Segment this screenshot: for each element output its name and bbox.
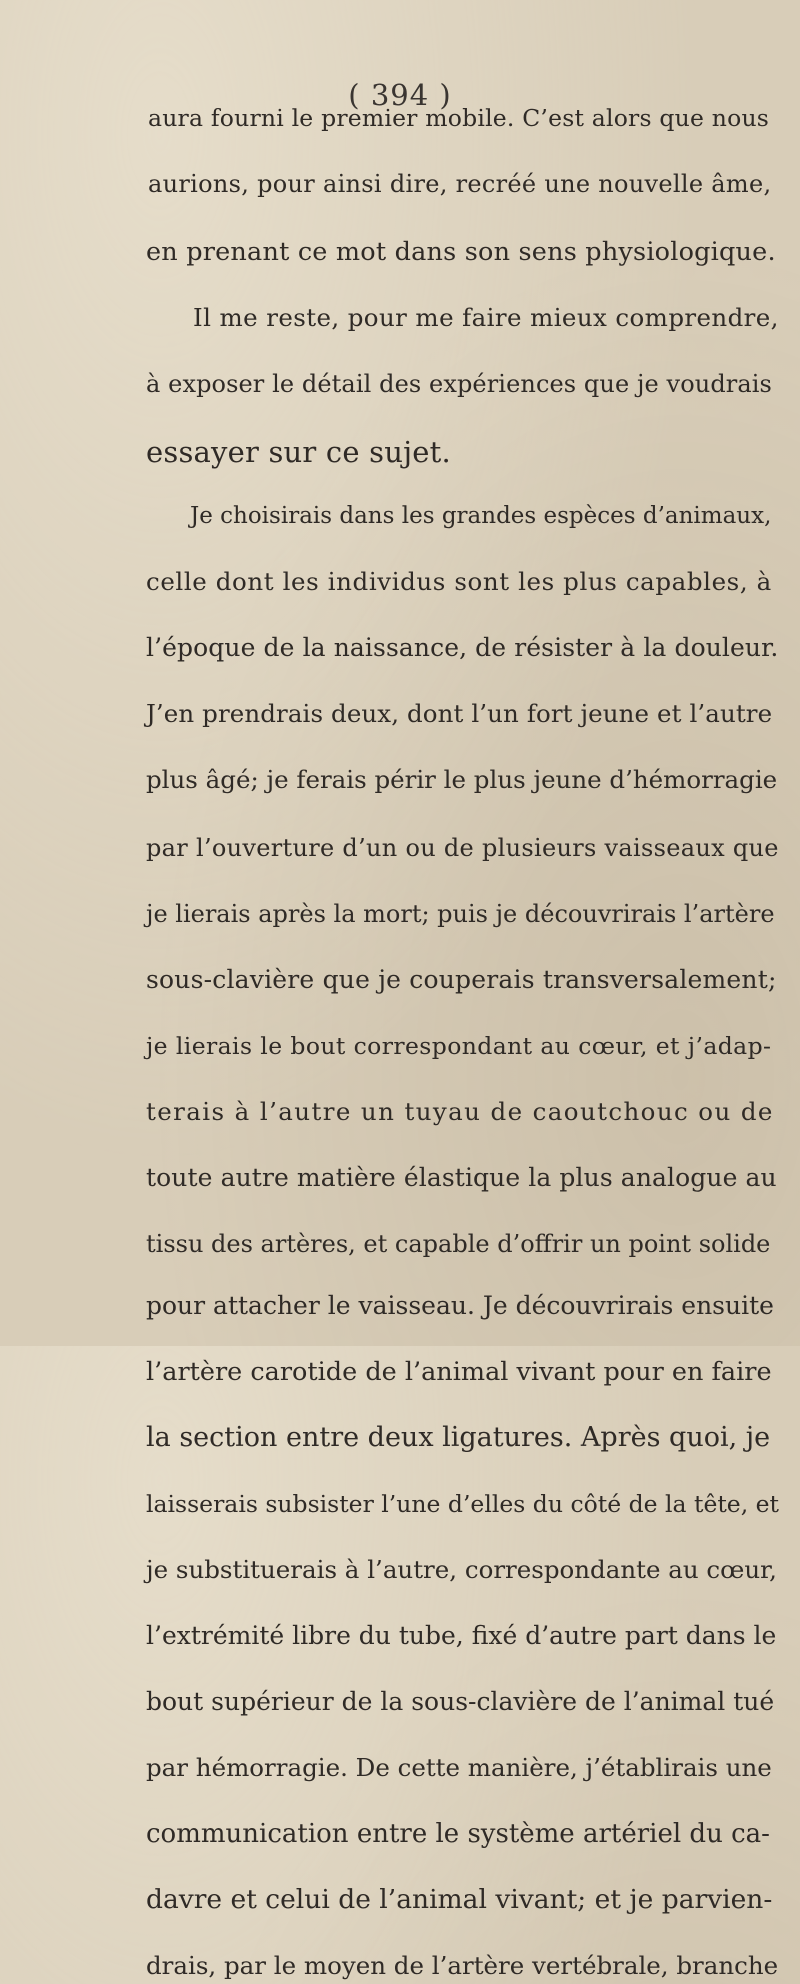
text-line: bout supérieur de la sous-clavière de l’animal tué (146, 1687, 775, 1716)
text-line: tissu des artères, et capable d’offrir un point solide (146, 1230, 771, 1258)
text-line: laisserais subsister l’une d’elles du côté de la tête, et (146, 1490, 779, 1518)
text-line: je lierais le bout correspondant au cœur, et j’adap- (146, 1032, 772, 1060)
text-line: toute autre matière élastique la plus analogue au (146, 1163, 777, 1192)
text-line: davre et celui de l’animal vivant; et je parvien- (146, 1884, 773, 1915)
text-line: celle dont les individus sont les plus capables, à (146, 567, 772, 596)
text-line: aurions, pour ainsi dire, recréé une nouvelle âme, (148, 170, 772, 198)
text-line: l’extrémité libre du tube, fixé d’autre part dans le (146, 1621, 777, 1650)
text-line: par l’ouverture d’un ou de plusieurs vaisseaux que (146, 834, 779, 862)
text-line: drais, par le moyen de l’artère vertébrale, branche (146, 1951, 779, 1980)
text-line: par hémorragie. De cette manière, j’établirais une (146, 1753, 772, 1782)
text-line: à exposer le détail des expériences que je voudrais (146, 370, 772, 398)
text-line: je lierais après la mort; puis je découvrirais l’artère (146, 900, 775, 928)
text-line: essayer sur ce sujet. (146, 435, 451, 469)
text-line: communication entre le système artériel du ca- (146, 1819, 770, 1849)
text-line: en prenant ce mot dans son sens physiologique. (146, 237, 776, 267)
text-line: l’époque de la naissance, de résister à la douleur. (146, 633, 779, 662)
text-line: plus âgé; je ferais périr le plus jeune d’hémorragie (146, 765, 778, 794)
text-line: terais à l’autre un tuyau de caoutchouc ou de (146, 1097, 774, 1126)
text-line: pour attacher le vaisseau. Je découvrirais ensuite (146, 1291, 774, 1320)
text-line: Je choisirais dans les grandes espèces d’animaux, (190, 503, 772, 529)
text-line: sous-clavière que je couperais transversalement; (146, 965, 777, 994)
text-line: J’en prendrais deux, dont l’un fort jeune et l’autre (146, 699, 773, 728)
text-line: aura fourni le premier mobile. C’est alors que nous (148, 104, 770, 132)
text-line: Il me reste, pour me faire mieux comprendre, (193, 303, 779, 332)
text-line: je substituerais à l’autre, correspondante au cœur, (146, 1555, 777, 1584)
text-line: l’artère carotide de l’animal vivant pour en faire (146, 1357, 772, 1387)
text-line: la section entre deux ligatures. Après quoi, je (146, 1422, 771, 1453)
page-number: ( 394 ) (348, 78, 452, 112)
